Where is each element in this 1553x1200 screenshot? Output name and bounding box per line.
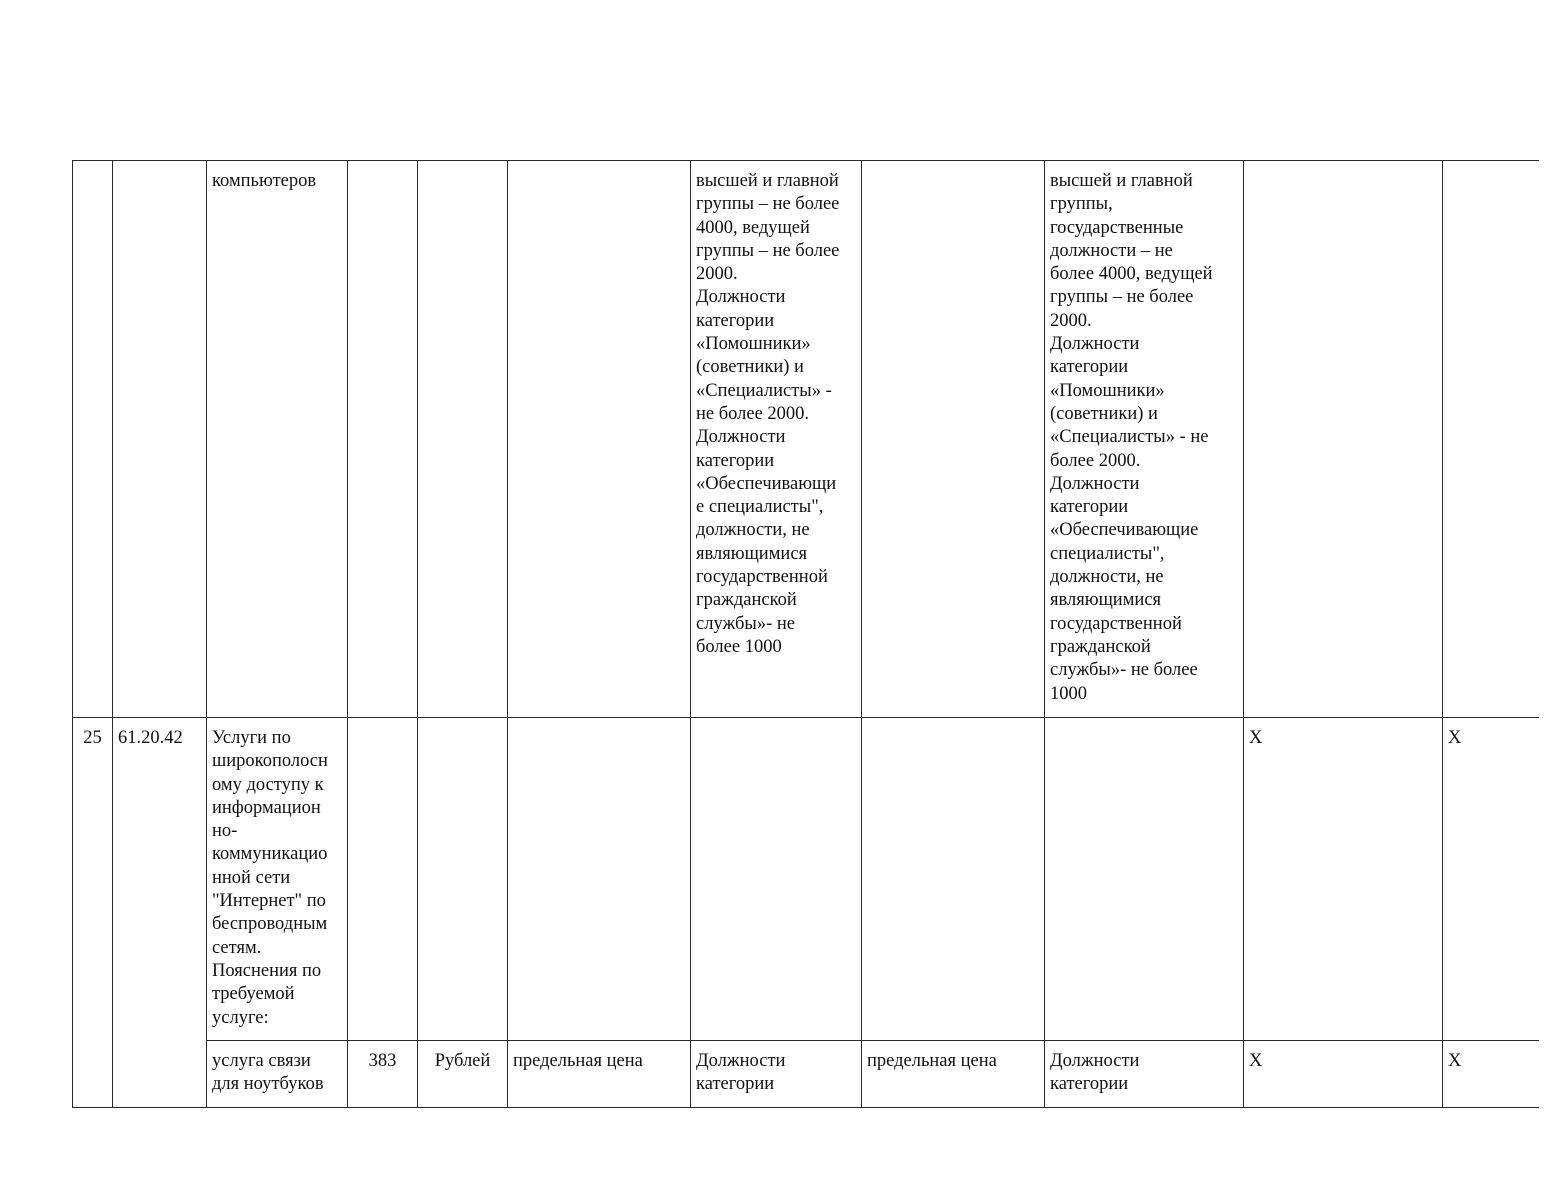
cell-unit-name xyxy=(418,1041,508,1108)
characteristic-approved-text: предельная цена xyxy=(867,1051,997,1071)
characteristic-org-text: предельная цена xyxy=(513,1051,643,1071)
cell-sub-mark-2 xyxy=(1443,1041,1539,1108)
value-approved-text: Должности категории xyxy=(1050,1051,1140,1095)
cell-characteristic-approved xyxy=(862,1041,1045,1108)
cell-characteristic-org xyxy=(508,1041,691,1108)
table-row-25 xyxy=(73,718,1539,1041)
row-number-text: 25 xyxy=(83,728,102,748)
cell-code-empty xyxy=(113,161,207,718)
cell-norm-org-text: высшей и главной группы – не более 4000, ведущей группы – не более 2000. Должности категории «Помошники» (советники) и «Специалисты» - не более 2000. Должности категории «Обеспечивающи е специалисты", должности, не являющимися государственной гражданской службы»- не более 1000 xyxy=(696,171,840,657)
cell-okpd-code xyxy=(113,718,207,1108)
cell-name-text: компьютеров xyxy=(212,171,317,191)
cell-norm-org xyxy=(691,161,862,718)
unit-name-text: Рублей xyxy=(434,1051,491,1071)
mark-1-text: X xyxy=(1249,728,1263,748)
cell-empty xyxy=(691,718,862,1041)
cell-name xyxy=(207,161,348,718)
unit-code-text: 383 xyxy=(368,1051,397,1071)
cell-sub-mark-1 xyxy=(1244,1041,1443,1108)
cell-characteristic-approved-empty xyxy=(862,161,1045,718)
cell-number-empty xyxy=(73,161,113,718)
sub-mark-2-text: X xyxy=(1448,1051,1462,1071)
cell-unit-name-empty xyxy=(418,161,508,718)
cell-empty xyxy=(348,718,418,1041)
cell-unit-code-empty xyxy=(348,161,418,718)
cell-empty xyxy=(1045,718,1244,1041)
cell-empty xyxy=(418,718,508,1041)
cell-empty xyxy=(508,718,691,1041)
cell-characteristic-empty xyxy=(508,161,691,718)
sub-mark-1-text: X xyxy=(1249,1051,1263,1071)
requirements-table xyxy=(72,160,1539,1108)
cell-service-name xyxy=(207,718,348,1041)
cell-value-approved xyxy=(1045,1041,1244,1108)
cell-sub-service-name xyxy=(207,1041,348,1108)
cell-mark-1-empty xyxy=(1244,161,1443,718)
value-org-text: Должности категории xyxy=(696,1051,786,1095)
cell-mark-2-empty xyxy=(1443,161,1539,718)
cell-norm-approved xyxy=(1045,161,1244,718)
cell-unit-code xyxy=(348,1041,418,1108)
cell-mark-1 xyxy=(1244,718,1443,1041)
mark-2-text: X xyxy=(1448,728,1462,748)
table-row-continuation xyxy=(73,161,1539,718)
table-row-25-sub xyxy=(73,1041,1539,1108)
cell-empty xyxy=(862,718,1045,1041)
cell-norm-approved-text: высшей и главной группы, государственные должности – не более 4000, ведущей группы – не более 2000. Должности категории «Помошники» (советники) и «Специалисты» - не более 2000. Должности категории «Обеспечивающие специалисты", должности, не являющимися государственной гражданской службы»- не более 1000 xyxy=(1050,171,1213,704)
cell-row-number xyxy=(73,718,113,1108)
cell-mark-2 xyxy=(1443,718,1539,1041)
sub-service-name-text: услуга связи для ноутбуков xyxy=(212,1051,324,1095)
service-name-text: Услуги по широкополосн ому доступу к информацион но- коммуникацио нной сети "Интернет" по беспроводным сетям. Пояснения по требуемой услуге: xyxy=(212,728,328,1028)
okpd-code-text: 61.20.42 xyxy=(118,728,183,748)
cell-value-org xyxy=(691,1041,862,1108)
